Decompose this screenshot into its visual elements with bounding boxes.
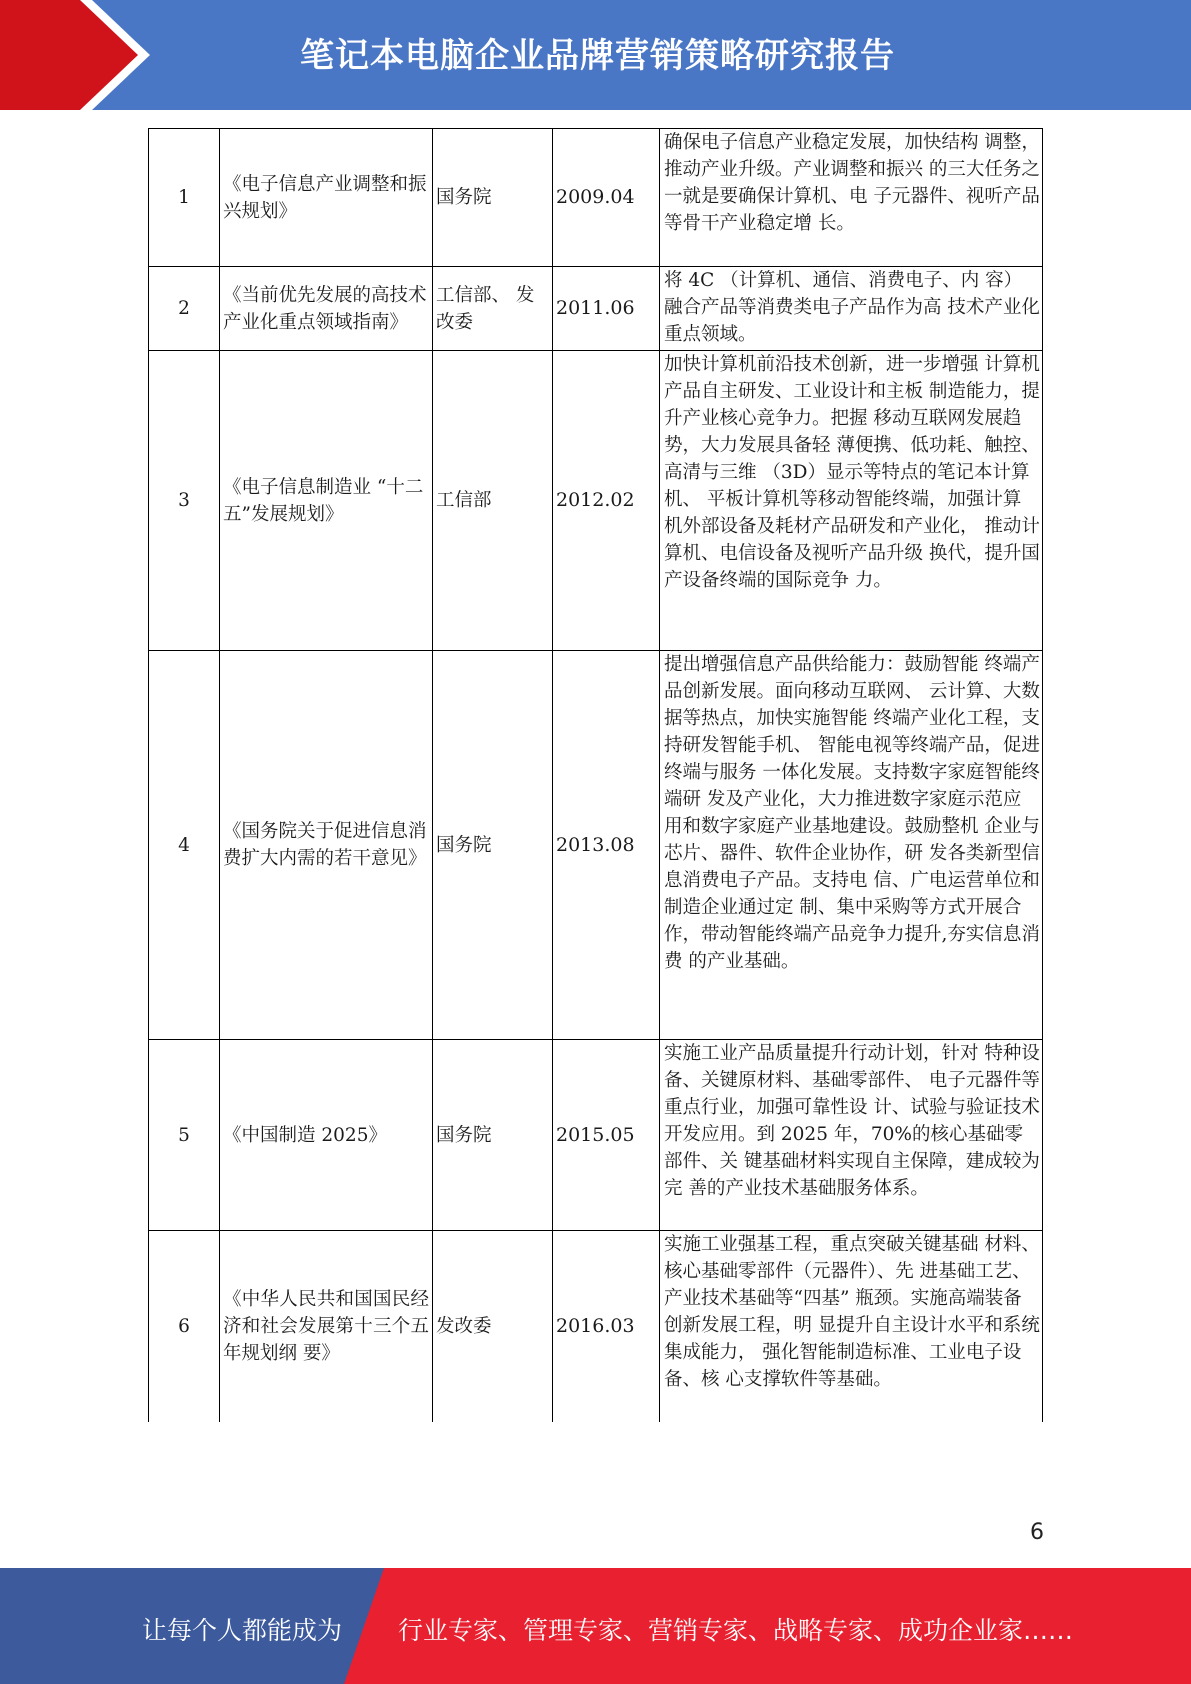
table-row — [149, 1040, 1043, 1231]
policy-issuer: 工信部、 发改委 — [433, 267, 553, 351]
table-row — [149, 129, 1043, 267]
policy-title: 《电子信息制造业 “十二五”发展规划》 — [220, 351, 433, 651]
row-number: 6 — [149, 1231, 220, 1422]
policy-date: 2015.05 — [553, 1040, 660, 1231]
policy-issuer: 国务院 — [433, 651, 553, 1040]
policy-content: 确保电子信息产业稳定发展，加快结构 调整，推动产业升级。产业调整和振兴 的三大任务之一就是要确保计算机、电 子元器件、视听产品等骨干产业稳定增 长。 — [660, 129, 1043, 267]
policy-date: 2016.03 — [553, 1231, 660, 1422]
page-header — [0, 0, 1191, 110]
policy-table — [148, 128, 1043, 1422]
policy-title: 《中华人民共和国国民经济和社会发展第十三个五年规划纲 要》 — [220, 1231, 433, 1422]
header-arrow-icon — [0, 0, 140, 110]
policy-issuer: 工信部 — [433, 351, 553, 651]
policy-date: 2011.06 — [553, 267, 660, 351]
row-number: 3 — [149, 351, 220, 651]
footer-slogan-roles: 行业专家、管理专家、营销专家、战略专家、成功企业家…… — [398, 1616, 1074, 1645]
policy-date: 2013.08 — [553, 651, 660, 1040]
policy-content: 加快计算机前沿技术创新，进一步增强 计算机产品自主研发、工业设计和主板 制造能力，提升产业核心竞争力。把握 移动互联网发展趋势，大力发展具备轻 薄便携、低功耗、触控、高清与三维 （3D）显示等特点的笔记本计算机、 平板计算机等移动智能终端，加强计算 机外部设备及耗材产品研发和产业化， 推动计算机、电信设备及视听产品升级 换代，提升国产设备终端的国际竞争 力。 — [660, 351, 1043, 651]
footer-slogan-lead: 让每个人都能成为 — [142, 1616, 343, 1645]
policy-title: 《当前优先发展的高技术产业化重点领域指南》 — [220, 267, 433, 351]
policy-content: 实施工业强基工程，重点突破关键基础 材料、核心基础零部件（元器件）、先 进基础工艺、产业技术基础等“四基” 瓶颈。实施高端装备创新发展工程，明 显提升自主设计水平和系统集成能力， 强化智能制造标准、工业电子设备、核 心支撑软件等基础。 — [660, 1231, 1043, 1422]
table-row — [149, 351, 1043, 651]
table-row — [149, 1231, 1043, 1422]
policy-title: 《中国制造 2025》 — [220, 1040, 433, 1231]
policy-date: 2009.04 — [553, 129, 660, 267]
policy-issuer: 国务院 — [433, 129, 553, 267]
table-row — [149, 267, 1043, 351]
table-row — [149, 651, 1043, 1040]
policy-date: 2012.02 — [553, 351, 660, 651]
policy-content: 提出增强信息产品供给能力：鼓励智能 终端产品创新发展。面向移动互联网、 云计算、大数据等热点，加快实施智能 终端产业化工程，支持研发智能手机、 智能电视等终端产品，促进终端与服务 一体化发展。支持数字家庭智能终端研 发及产业化，大力推进数字家庭示范应 用和数字家庭产业基地建设。鼓励整机 企业与芯片、器件、软件企业协作，研 发各类新型信息消费电子产品。支持电 信、广电运营单位和制造企业通过定 制、集中采购等方式开展合作，带动智能终端产品竞争力提升,夯实信息消费 的产业基础。 — [660, 651, 1043, 1040]
policy-title: 《电子信息产业调整和振兴规划》 — [220, 129, 433, 267]
policy-title: 《国务院关于促进信息消费扩大内需的若干意见》 — [220, 651, 433, 1040]
row-number: 4 — [149, 651, 220, 1040]
policy-content: 实施工业产品质量提升行动计划，针对 特种设备、关键原材料、基础零部件、 电子元器件等重点行业，加强可靠性设 计、试验与验证技术开发应用。到 2025 年，70%的核心基础零部件、关 键基础材料实现自主保障，建成较为完 善的产业技术基础服务体系。 — [660, 1040, 1043, 1231]
policy-issuer: 国务院 — [433, 1040, 553, 1231]
row-number: 1 — [149, 129, 220, 267]
row-number: 2 — [149, 267, 220, 351]
policy-content: 将 4C （计算机、通信、消费电子、内 容）融合产品等消费类电子产品作为高 技术产业化重点领域。 — [660, 267, 1043, 351]
page-number: 6 — [1030, 1520, 1044, 1545]
policy-issuer: 发改委 — [433, 1231, 553, 1422]
page-footer — [0, 1568, 1191, 1684]
report-title: 笔记本电脑企业品牌营销策略研究报告 — [300, 36, 895, 76]
row-number: 5 — [149, 1040, 220, 1231]
